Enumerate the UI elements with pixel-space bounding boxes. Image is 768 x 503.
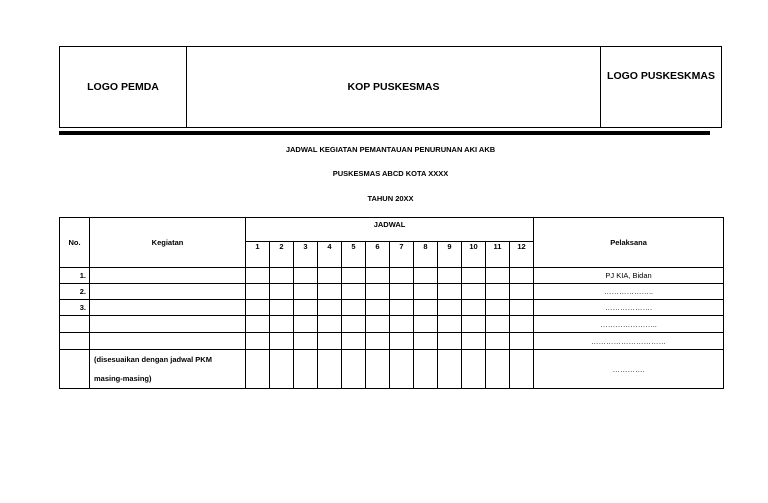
header-pelaksana: Pelaksana (534, 218, 724, 268)
month-4: 4 (318, 242, 342, 268)
row-kegiatan (90, 300, 246, 316)
month-6: 6 (366, 242, 390, 268)
header-jadwal: JADWAL (246, 218, 534, 242)
row-kegiatan (90, 268, 246, 284)
row-number: 1. (60, 268, 90, 284)
header-kegiatan: Kegiatan (90, 218, 246, 268)
row-kegiatan (90, 316, 246, 333)
table-row (60, 333, 724, 350)
table-row (60, 316, 724, 333)
month-12: 12 (510, 242, 534, 268)
schedule-table (59, 217, 724, 389)
month-2: 2 (270, 242, 294, 268)
row-pelaksana: ………………………… (534, 333, 724, 350)
letterhead-divider (59, 131, 710, 135)
row-kegiatan (90, 333, 246, 350)
row-number (60, 316, 90, 333)
month-10: 10 (462, 242, 486, 268)
month-7: 7 (390, 242, 414, 268)
table-row (60, 300, 724, 316)
document-year: TAHUN 20XX (367, 194, 414, 203)
letterhead (59, 46, 722, 128)
row-kegiatan-note (90, 350, 246, 389)
row-pelaksana: ………………. (534, 300, 724, 316)
logo-puskesmas: LOGO PUSKESKMAS (607, 70, 715, 82)
row-pelaksana: ……………….. (534, 284, 724, 300)
document-subtitle: PUSKESMAS ABCD KOTA XXXX (332, 169, 449, 178)
month-9: 9 (438, 242, 462, 268)
table-row (60, 268, 724, 284)
table-row-note (60, 350, 724, 389)
kop-puskesmas: KOP PUSKESMAS (187, 47, 601, 127)
document-title: JADWAL KEGIATAN PEMANTAUAN PENURUNAN AKI AKB (285, 145, 496, 154)
note-line-2: masing-masing) (94, 374, 152, 383)
logo-pemda: LOGO PEMDA (60, 47, 187, 127)
row-kegiatan (90, 284, 246, 300)
row-pelaksana: PJ KIA, Bidan (534, 268, 724, 284)
row-pelaksana-note: …………. (534, 350, 724, 389)
month-11: 11 (486, 242, 510, 268)
month-8: 8 (414, 242, 438, 268)
table-row (60, 284, 724, 300)
month-3: 3 (294, 242, 318, 268)
month-1: 1 (246, 242, 270, 268)
month-5: 5 (342, 242, 366, 268)
note-line-1: (disesuaikan dengan jadwal PKM (94, 355, 212, 364)
row-pelaksana: ………………….. (534, 316, 724, 333)
header-no: No. (60, 218, 90, 268)
row-number: 2. (60, 284, 90, 300)
row-number (60, 333, 90, 350)
row-number: 3. (60, 300, 90, 316)
